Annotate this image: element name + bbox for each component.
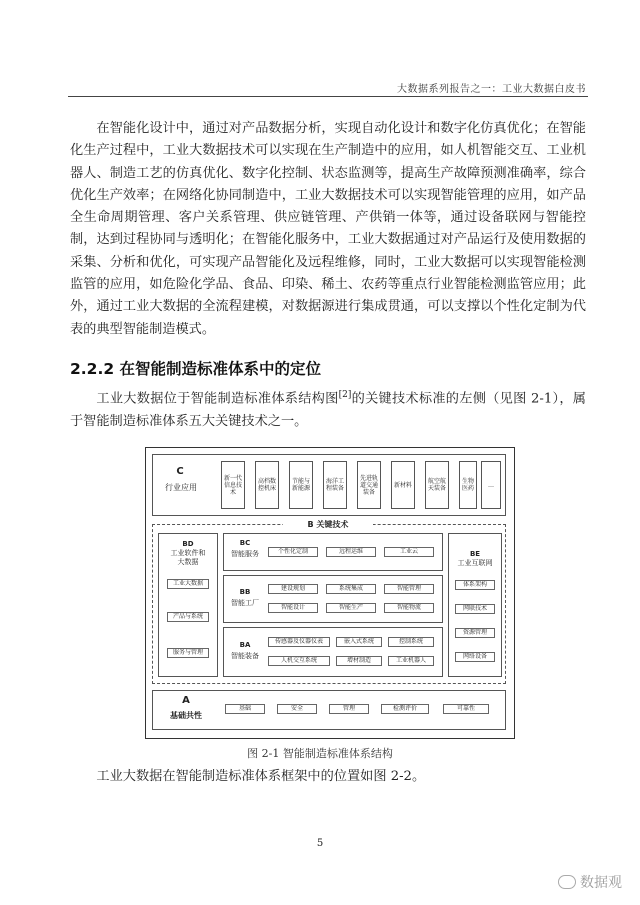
bb-item-3: 智能设计: [268, 603, 318, 613]
c-title: 行业应用: [165, 483, 197, 492]
header-rule: [68, 96, 588, 97]
bb-item-4: 智能生产: [326, 603, 376, 613]
a-item-4: 可靠性: [443, 704, 489, 714]
ba-code: BA: [239, 641, 251, 649]
a-label: A: [182, 695, 190, 706]
be-item-0: 体系架构: [455, 580, 495, 590]
bb-item-2: 智能管理: [384, 584, 434, 594]
bc-title: 智能服务: [231, 550, 259, 558]
paragraph-2-before: 工业大数据位于智能制造标准体系结构图: [96, 391, 339, 407]
b-key-tech-box: [152, 520, 506, 684]
c-item-1: 高档数控机床: [255, 461, 279, 509]
be-box: [448, 533, 502, 677]
ba-item-1: 嵌入式系统: [336, 637, 382, 647]
c-industry-box: [152, 454, 506, 516]
bc-item-0: 个性化定制: [268, 547, 318, 557]
c-item-8: …: [481, 461, 501, 509]
bd-item-2: 服务与管理: [167, 648, 209, 658]
bb-item-1: 系统集成: [326, 584, 376, 594]
section-title: 2.2.2 在智能制造标准体系中的定位: [70, 360, 322, 378]
bc-code: BC: [239, 539, 251, 547]
b-title: B 关键技术: [283, 520, 373, 529]
bd-box: [158, 533, 218, 677]
ba-title: 智能装备: [231, 652, 259, 660]
bd-title: 工业软件和大数据: [170, 549, 206, 566]
c-label: C: [176, 466, 184, 477]
paragraph-3: 工业大数据在智能制造标准体系框架中的位置如图 2-2。: [96, 769, 426, 784]
watermark-text: 数据观: [580, 875, 622, 891]
c-item-4: 先进轨道交通装备: [357, 461, 381, 509]
page-number: 5: [316, 838, 324, 849]
chat-bubble-icon: [558, 875, 576, 889]
be-item-1: 网联技术: [455, 604, 495, 614]
ba-item-4: 增材制造: [336, 656, 382, 666]
a-item-2: 管理: [329, 704, 369, 714]
be-code: BE: [469, 550, 481, 558]
be-title: 工业互联网: [457, 559, 493, 567]
paragraph-1: 在智能化设计中，通过对产品数据分析，实现自动化设计和数字化仿真优化；在智能化生产过程中，工业大数据技术可以实现在生产制造中的应用，如人机智能交互、工业机器人、制造工艺的仿真优化、数字化控制、状态监测等，提高生产故障预测准确率，综合优化生产效率；在网络化协同制造中，工业大数据技术可以实现智能管理的应用，如产品全生命周期管理、客户关系管理、供应链管理、产供销一体等，通过设备联网与智能控制，达到过程协同与透明化；在智能化服务中，工业大数据通过对产品运行及使用数据的采集、分析和优化，可实现产品智能化及远程维修，同时，工业大数据可以实现智能检测监管的应用，如危险化学品、食品、印染、稀土、农药等重点行业智能检测监管应用；此外，通过工业大数据的全流程建模，对数据源进行集成贯通，可以支撑以个性化定制为代表的典型智能制造模式。: [70, 121, 586, 337]
c-item-3: 海洋工程装备: [323, 461, 347, 509]
watermark: [558, 872, 622, 892]
bd-item-1: 产品与系统: [167, 612, 209, 622]
bb-box: [223, 575, 443, 623]
c-item-6: 航空航天装备: [425, 461, 449, 509]
be-item-3: 网络设备: [455, 652, 495, 662]
bd-item-0: 工业大数据: [167, 579, 209, 589]
paragraph-2-after: 的关键技术标准的左侧（见图 2-1），属于智能制造标准体系五大关键技术之一。: [70, 391, 586, 429]
standards-architecture-figure: [145, 447, 515, 739]
bb-title: 智能工厂: [231, 599, 259, 607]
c-item-7: 生物医药: [459, 461, 477, 509]
c-item-2: 节能与新能源: [289, 461, 313, 509]
ba-item-2: 控制系统: [388, 637, 434, 647]
paragraph-2: [70, 384, 586, 433]
a-item-1: 安全: [277, 704, 317, 714]
bb-code: BB: [239, 588, 251, 596]
bc-box: [223, 533, 443, 571]
be-item-2: 资源管理: [455, 628, 495, 638]
bb-item-5: 智能物流: [384, 603, 434, 613]
bb-item-0: 建设规划: [268, 584, 318, 594]
a-item-3: 检测评价: [381, 704, 429, 714]
figure-caption: 图 2-1 智能制造标准体系结构: [247, 747, 393, 760]
bc-item-1: 远程运维: [326, 547, 376, 557]
ba-item-5: 工业机器人: [388, 656, 434, 666]
a-title: 基础共性: [170, 711, 202, 720]
citation-ref: [2]: [338, 390, 352, 400]
bd-code: BD: [182, 540, 194, 548]
ba-item-0: 传感器及仪器仪表: [268, 637, 330, 647]
a-foundation-box: [152, 690, 506, 730]
ba-item-3: 人机交互系统: [268, 656, 330, 666]
header-title: 大数据系列报告之一：工业大数据白皮书: [397, 84, 586, 95]
ba-box: [223, 627, 443, 677]
a-item-0: 基础: [225, 704, 265, 714]
bc-item-2: 工业云: [384, 547, 434, 557]
c-item-5: 新材料: [391, 461, 415, 509]
c-item-0: 新一代信息技术: [221, 461, 245, 509]
